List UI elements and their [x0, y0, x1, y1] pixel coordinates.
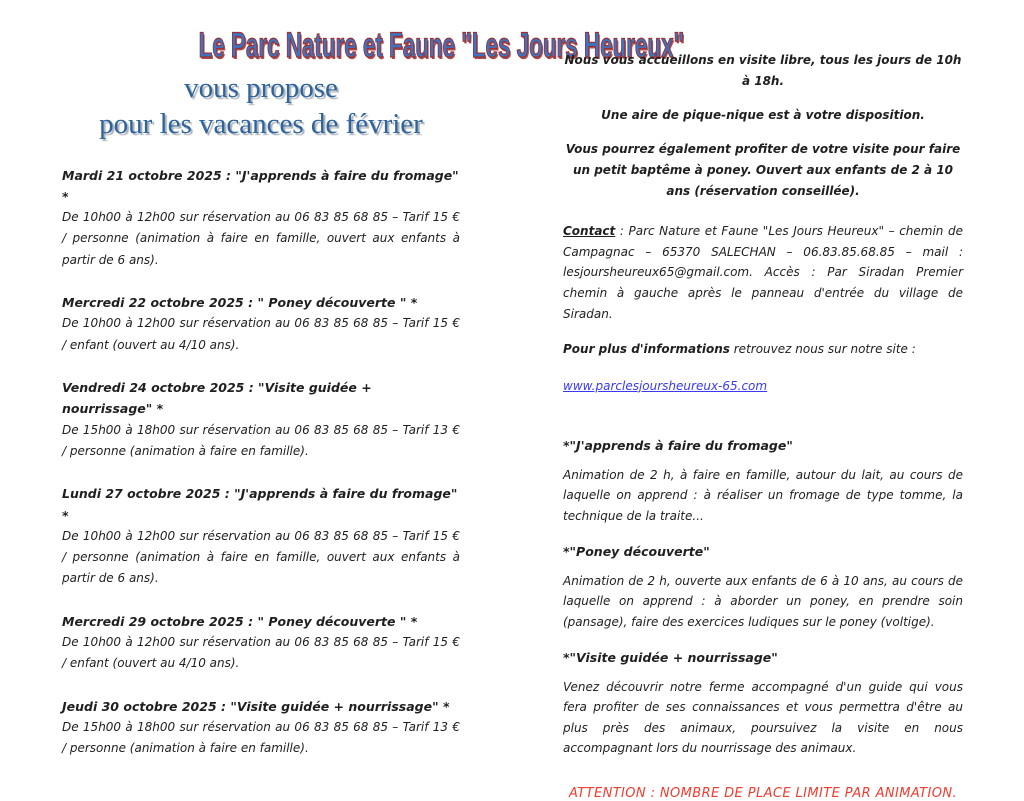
info-label: Pour plus d'informations	[563, 342, 730, 357]
description-block	[563, 438, 963, 527]
contact-label: Contact	[563, 224, 616, 238]
description-body: Animation de 2 h, à faire en famille, autour du lait, au cours de laquelle on apprend : à réaliser un fromage de type tomme, la technique de la traite...	[563, 467, 963, 523]
description-heading: *"Visite guidée + nourrissage"	[563, 649, 778, 665]
event-heading: Mercredi 22 octobre 2025 : " Poney découverte " *	[62, 295, 418, 311]
event-item	[62, 483, 460, 590]
attention-notice: ATTENTION : NOMBRE DE PLACE LIMITE PAR ANIMATION.	[568, 786, 958, 801]
event-body: De 10h00 à 12h00 sur réservation au 06 83 85 68 85 – Tarif 15 € / personne (animation à faire en famille, ouvert aux enfants à partir de 6 ans).	[62, 528, 460, 586]
event-item	[62, 165, 460, 272]
intro-opening-hours: Nous vous accueillons en visite libre, tous les jours de 10h à 18h.	[564, 53, 962, 88]
intro-pony-baptism: Vous pourrez également profiter de votre visite pour faire un petit baptême à poney. Ouvert aux enfants de 2 à 10 ans (réservation conseillée).	[565, 142, 961, 198]
intro-picnic: Une aire de pique-nique est à votre disposition.	[601, 108, 925, 122]
event-heading: Mercredi 29 octobre 2025 : " Poney découverte " *	[62, 613, 418, 629]
description-body: Venez découvrir notre ferme accompagné d'un guide qui vous fera profiter de ses connaissances et vous permettra d'être au plus près des animaux, poursuivez la visite en nous accompagnant lors du nourrissage des animaux.	[563, 679, 963, 756]
event-heading: Vendredi 24 octobre 2025 : "Visite guidée + nourrissage" *	[62, 380, 372, 417]
subtitle-line-1: vous propose	[184, 72, 338, 104]
description-block	[563, 650, 963, 760]
subtitle-line-2: pour les vacances de février	[99, 108, 423, 141]
info-text: retrouvez nous sur notre site :	[729, 342, 916, 357]
event-heading: Lundi 27 octobre 2025 : "J'apprends à faire du fromage" *	[62, 486, 458, 523]
website-line	[563, 375, 963, 394]
right-column	[563, 50, 963, 801]
description-block	[563, 544, 963, 633]
events-list	[62, 165, 460, 760]
description-heading: *"Poney découverte"	[563, 543, 710, 559]
park-title-wordart: Le Parc Nature et Faune "Les Jours Heureux"	[198, 26, 685, 65]
event-item	[62, 696, 460, 760]
event-body: De 15h00 à 18h00 sur réservation au 06 83 85 68 85 – Tarif 13 € / personne (animation à faire en famille).	[62, 720, 460, 756]
info-paragraph	[563, 339, 963, 360]
website-link[interactable]: www.parclesjoursheureux-65.com	[563, 378, 768, 393]
event-item	[62, 611, 460, 675]
event-body: De 15h00 à 18h00 sur réservation au 06 83 85 68 85 – Tarif 13 € / personne (animation à faire en famille).	[62, 422, 460, 458]
event-body: De 10h00 à 12h00 sur réservation au 06 83 85 68 85 – Tarif 15 € / enfant (ouvert au 4/10 ans).	[62, 635, 460, 671]
event-body: De 10h00 à 12h00 sur réservation au 06 83 85 68 85 – Tarif 15 € / personne (animation à faire en famille, ouvert aux enfants à partir de 6 ans).	[62, 210, 460, 267]
event-item	[62, 377, 460, 462]
contact-paragraph	[563, 221, 963, 324]
contact-text: : Parc Nature et Faune "Les Jours Heureux" – chemin de Campagnac – 65370 SALECHAN – 06.83.85.68.85 – mail : lesjoursheureux65@gmail.com. Accès : Par Siradan Premier chemin à gauche après le panneau d'entrée du village de Siradan.	[563, 224, 963, 321]
event-heading: Mardi 21 octobre 2025 : "J'apprends à faire du fromage" *	[62, 167, 459, 204]
event-body: De 10h00 à 12h00 sur réservation au 06 83 85 68 85 – Tarif 15 € / enfant (ouvert au 4/10 ans).	[62, 316, 460, 352]
event-item	[62, 292, 460, 356]
event-heading: Jeudi 30 octobre 2025 : "Visite guidée + nourrissage" *	[62, 698, 450, 714]
description-heading: *"J'apprends à faire du fromage"	[563, 437, 793, 453]
description-body: Animation de 2 h, ouverte aux enfants de 6 à 10 ans, au cours de laquelle on apprend : à aborder un poney, en prendre soin (pansage), faire des exercices ludiques sur le poney (voltige).	[563, 573, 963, 629]
title-block	[62, 26, 685, 143]
